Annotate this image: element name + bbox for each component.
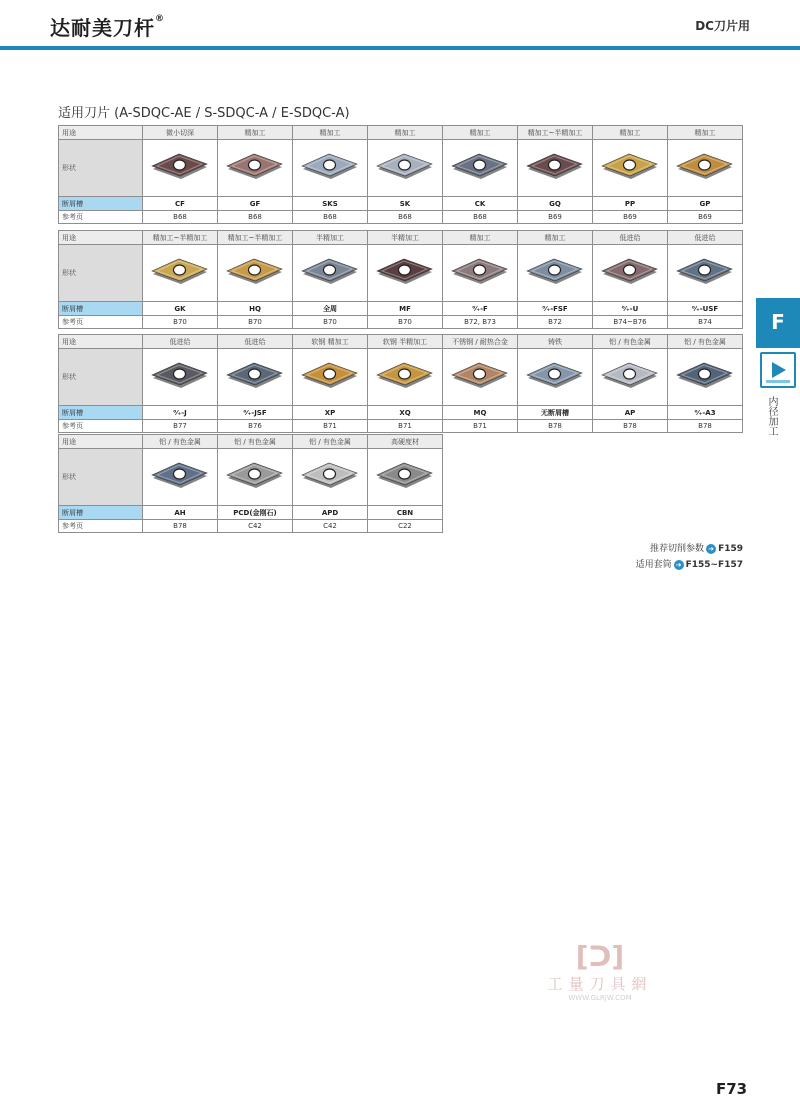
side-category-text: 内径加工 [766,396,777,436]
insert-icon [374,147,436,187]
insert-icon [449,356,511,396]
chipbreaker-cell: ⁰⁄₊-A3 [668,406,743,420]
insert-icon [224,147,286,187]
usage-cell: 精加工 [593,126,668,140]
row-chipbreaker [59,302,743,316]
row-shape [59,140,743,197]
insert-icon [374,456,436,496]
chipbreaker-cell: HQ [218,302,293,316]
page-header [0,0,800,46]
ref-page-cell: B78 [668,420,743,433]
arrow-right-icon: ➔ [674,560,684,570]
insert-table [58,125,743,224]
ref-page-cell: B70 [143,316,218,329]
chipbreaker-cell: 无断屑槽 [518,406,593,420]
usage-cell: 低进给 [668,231,743,245]
insert-icon [449,252,511,292]
watermark-logo: [ᑐ] [575,940,625,973]
usage-cell: 软钢 半精加工 [368,335,443,349]
chipbreaker-cell: GK [143,302,218,316]
row-ref [59,520,443,533]
chipbreaker-cell: ⁰⁄₊-J [143,406,218,420]
row-chipbreaker [59,406,743,420]
chipbreaker-cell: SKS [293,197,368,211]
insert-icon [299,252,361,292]
insert-image [593,349,668,406]
usage-cell: 铝 / 有色金属 [218,435,293,449]
side-tab-f[interactable]: F [756,298,800,348]
insert-image [293,140,368,197]
row-label-chipbreaker: 断屑槽 [59,197,143,211]
chipbreaker-cell: PP [593,197,668,211]
chipbreaker-cell: GP [668,197,743,211]
insert-icon [674,356,736,396]
chipbreaker-cell: GQ [518,197,593,211]
brand-title: 达耐美刀杆® [50,14,165,40]
ref-page-cell: B70 [218,316,293,329]
insert-icon [149,356,211,396]
ref-page-cell: B76 [218,420,293,433]
ref-page-cell: B74~B76 [593,316,668,329]
insert-icon [299,147,361,187]
ref-page-cell: B70 [293,316,368,329]
chipbreaker-cell: APD [293,506,368,520]
insert-image [668,140,743,197]
insert-image [518,245,593,302]
chipbreaker-cell: CF [143,197,218,211]
page-number: F73 [716,1080,748,1098]
insert-image [218,140,293,197]
chipbreaker-cell: CBN [368,506,443,520]
usage-cell: 软钢 精加工 [293,335,368,349]
row-label-ref: 参考页 [59,211,143,224]
insert-image [668,349,743,406]
chipbreaker-cell: MQ [443,406,518,420]
insert-icon [299,356,361,396]
usage-cell: 精加工 [668,126,743,140]
usage-cell: 低进给 [218,335,293,349]
row-shape [59,449,443,506]
usage-cell: 铸铁 [518,335,593,349]
insert-image [293,245,368,302]
chipbreaker-cell: ⁰⁄₊-F [443,302,518,316]
row-shape [59,245,743,302]
ref-page-cell: B68 [443,211,518,224]
usage-cell: 精加工 [443,126,518,140]
usage-cell: 低进给 [593,231,668,245]
insert-image [143,349,218,406]
row-label-shape: 形状 [59,349,143,406]
insert-icon [599,252,661,292]
ref-page-cell: B74 [668,316,743,329]
insert-icon [224,456,286,496]
row-chipbreaker [59,197,743,211]
insert-image [518,140,593,197]
usage-cell: 半精加工 [368,231,443,245]
row-label-ref: 参考页 [59,420,143,433]
insert-image [593,140,668,197]
insert-icon [524,147,586,187]
usage-cell: 铝 / 有色金属 [668,335,743,349]
chipbreaker-cell: 全周 [293,302,368,316]
chipbreaker-cell: MF [368,302,443,316]
row-chipbreaker [59,506,443,520]
usage-cell: 精加工 [443,231,518,245]
insert-icon [449,147,511,187]
insert-image [518,349,593,406]
chipbreaker-cell: ⁰⁄₊-USF [668,302,743,316]
insert-icon [599,356,661,396]
row-label-usage: 用途 [59,335,143,349]
chipbreaker-cell: AH [143,506,218,520]
insert-image [143,245,218,302]
ref-page-cell: B71 [368,420,443,433]
insert-icon [374,252,436,292]
row-ref [59,420,743,433]
row-ref [59,211,743,224]
ref-page-cell: B72 [518,316,593,329]
insert-image [143,140,218,197]
ref-page-cell: B72, B73 [443,316,518,329]
chipbreaker-cell: XQ [368,406,443,420]
row-usage [59,435,443,449]
ref-cutting-params[interactable]: 推荐切削参数 ➔ F159 [650,544,743,554]
insert-image [143,449,218,506]
insert-icon [599,147,661,187]
row-usage [59,335,743,349]
chipbreaker-cell: ⁰⁄₊-JSF [218,406,293,420]
usage-cell: 精加工~半精加工 [218,231,293,245]
chipbreaker-cell: GF [218,197,293,211]
insert-image [218,349,293,406]
insert-image [368,245,443,302]
insert-image [668,245,743,302]
row-label-chipbreaker: 断屑槽 [59,406,143,420]
row-label-shape: 形状 [59,140,143,197]
chipbreaker-cell: ⁰⁄₊-U [593,302,668,316]
row-label-chipbreaker: 断屑槽 [59,506,143,520]
registered-mark: ® [155,14,165,24]
ref-page-cell: B78 [593,420,668,433]
chipbreaker-cell: CK [443,197,518,211]
ref-page-cell: C42 [218,520,293,533]
row-label-usage: 用途 [59,231,143,245]
ref-page-cell: B69 [593,211,668,224]
usage-cell: 精加工 [368,126,443,140]
insert-image [218,245,293,302]
insert-image [443,245,518,302]
ref-page-cell: B71 [443,420,518,433]
header-subtitle: DC刀片用 [695,19,750,33]
usage-cell: 精加工~半精加工 [518,126,593,140]
insert-image [368,449,443,506]
header-divider [0,46,800,50]
insert-image [443,140,518,197]
row-label-chipbreaker: 断屑槽 [59,302,143,316]
usage-cell: 低进给 [143,335,218,349]
insert-icon [149,456,211,496]
ref-page-cell: B68 [218,211,293,224]
ref-page-cell: B68 [368,211,443,224]
chipbreaker-cell: PCD(金刚石) [218,506,293,520]
row-label-ref: 参考页 [59,520,143,533]
ref-page-cell: B78 [143,520,218,533]
insert-icon [674,147,736,187]
chipbreaker-cell: XP [293,406,368,420]
insert-image [593,245,668,302]
insert-icon [149,147,211,187]
ref-page-cell: B69 [668,211,743,224]
chipbreaker-cell: ⁰⁄₊-FSF [518,302,593,316]
ref-page-cell: C42 [293,520,368,533]
insert-icon [374,356,436,396]
insert-table [58,230,743,329]
insert-image [368,140,443,197]
usage-cell: 精加工 [518,231,593,245]
usage-cell: 精加工 [218,126,293,140]
insert-icon [149,252,211,292]
insert-table [58,334,743,433]
row-label-shape: 形状 [59,449,143,506]
insert-image [443,349,518,406]
ref-page-cell: B68 [293,211,368,224]
usage-cell: 微小切深 [143,126,218,140]
insert-icon [224,356,286,396]
section-title: 适用刀片 (A-SDQC-AE / S-SDQC-A / E-SDQC-A) [58,106,350,121]
row-ref [59,316,743,329]
ref-page-cell: B71 [293,420,368,433]
usage-cell: 精加工 [293,126,368,140]
insert-image [293,349,368,406]
chipbreaker-cell: SK [368,197,443,211]
usage-cell: 不锈钢 / 耐热合金 [443,335,518,349]
ref-page-cell: B78 [518,420,593,433]
insert-icon [224,252,286,292]
insert-table [58,434,443,533]
usage-cell: 精加工~半精加工 [143,231,218,245]
usage-cell: 高硬度材 [368,435,443,449]
usage-cell: 半精加工 [293,231,368,245]
usage-cell: 铝 / 有色金属 [143,435,218,449]
ref-page-cell: C22 [368,520,443,533]
row-usage [59,231,743,245]
ref-page-cell: B68 [143,211,218,224]
insert-icon [524,356,586,396]
row-label-ref: 参考页 [59,316,143,329]
usage-cell: 铝 / 有色金属 [593,335,668,349]
insert-image [293,449,368,506]
row-shape [59,349,743,406]
usage-cell: 铝 / 有色金属 [293,435,368,449]
chipbreaker-cell: AP [593,406,668,420]
watermark: [ᑐ] 工量刀具網 WWW.GLRJW.COM [540,940,660,1002]
insert-icon [524,252,586,292]
row-label-usage: 用途 [59,126,143,140]
ref-page-cell: B70 [368,316,443,329]
insert-icon [299,456,361,496]
insert-image [218,449,293,506]
row-usage [59,126,743,140]
arrow-right-icon: ➔ [706,544,716,554]
ref-page-cell: B69 [518,211,593,224]
insert-image [368,349,443,406]
ref-sleeve[interactable]: 适用套筒 ➔ F155~F157 [635,560,743,570]
ref-page-cell: B77 [143,420,218,433]
insert-icon [674,252,736,292]
row-label-shape: 形状 [59,245,143,302]
boring-icon [760,352,796,388]
row-label-usage: 用途 [59,435,143,449]
